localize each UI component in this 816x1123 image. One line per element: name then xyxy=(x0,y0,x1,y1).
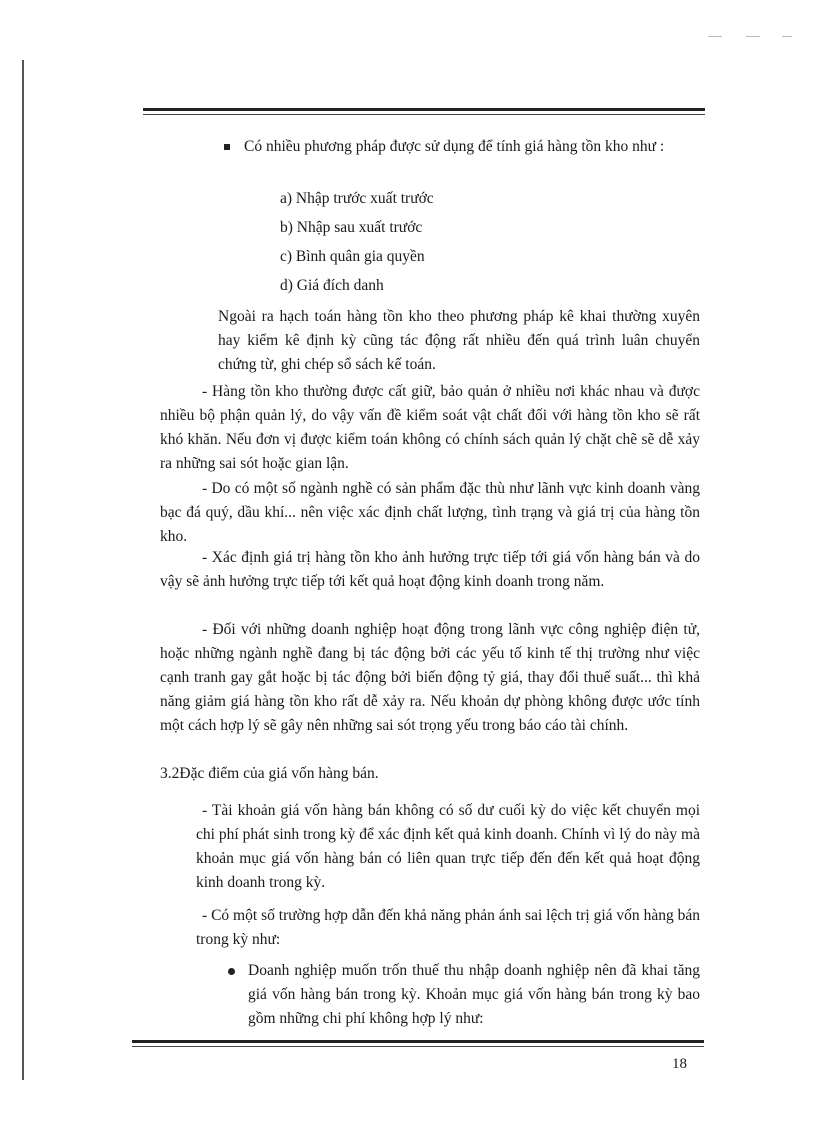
method-item: a) Nhập trước xuất trước xyxy=(280,190,434,207)
bullet-intro-text: Có nhiều phương pháp được sử dụng để tính giá hàng tồn kho như : xyxy=(244,138,665,155)
corner-dash-mark xyxy=(782,36,792,37)
corner-dash-mark xyxy=(746,36,760,37)
paragraph-cogs-account: - Tài khoản giá vốn hàng bán không có số dư cuối kỳ do việc kết chuyển mọi chi phí phát sinh trong kỳ để xác định kết quả kinh doanh. Chính vì lý do này mà khoản mục giá vốn hàng bán có liên quan trực tiếp đến đến kết quả hoạt động kinh doanh trong kỳ. xyxy=(196,802,700,891)
paragraph-electronics: - Đối với những doanh nghiệp hoạt động trong lãnh vực công nghiệp điện tử, hoặc những ngành nghề đang bị tác động bởi các yếu tố kinh tế thị trường như việc cạnh tranh gay gắt hoặc bị tác động bởi biến động tỷ giá, thay đổi thuế suất... thì khả năng giảm giá hàng tồn kho rất dễ xảy ra. Nếu khoản dự phòng không được ước tính một cách hợp lý sẽ gây nên những sai sót trọng yếu trong báo cáo tài chính. xyxy=(160,621,700,734)
paragraph-special-industries: - Do có một số ngành nghề có sản phẩm đặc thù như lãnh vực kinh doanh vàng bạc đá quý, dầu khí... nên việc xác định chất lượng, tình trạng và giá trị của hàng tồn kho. xyxy=(160,480,700,545)
binder-edge-line xyxy=(22,60,24,1080)
round-bullet-icon xyxy=(228,968,235,975)
footer-rule-thick xyxy=(132,1040,704,1043)
bullet-tax-evasion: Doanh nghiệp muốn trốn thuế thu nhập doanh nghiệp nên đã khai tăng giá vốn hàng bán trong kỳ. Khoản mục giá vốn hàng bán trong kỳ bao gồm những chi phí không hợp lý như: xyxy=(248,962,700,1027)
paragraph-storage: - Hàng tồn kho thường được cất giữ, bảo quản ở nhiều nơi khác nhau và được nhiều bộ phận quản lý, do vậy vấn đề kiểm soát vật chất đối với hàng tồn kho sẽ rất khó khăn. Nếu đơn vị được kiểm toán không có chính sách quản lý chặt chẽ sẽ dễ xảy ra những sai sót hoặc gian lận. xyxy=(160,383,700,472)
method-item: b) Nhập sau xuất trước xyxy=(280,219,423,236)
header-rule-thin xyxy=(143,114,705,115)
footer-rule-thin xyxy=(132,1046,704,1047)
paragraph-inventory-value: - Xác định giá trị hàng tồn kho ảnh hưởng trực tiếp tới giá vốn hàng bán và do vậy sẽ ảnh hưởng trực tiếp tới kết quả hoạt động kinh doanh trong năm. xyxy=(160,549,700,590)
header-rule-thick xyxy=(143,108,705,111)
corner-dash-mark xyxy=(708,36,722,37)
page-number: 18 xyxy=(672,1056,687,1072)
method-item: c) Bình quân gia quyền xyxy=(280,248,425,265)
section-heading-3-2: 3.2Đặc điểm của giá vốn hàng bán. xyxy=(160,765,379,782)
paragraph-accounting-method: Ngoài ra hạch toán hàng tồn kho theo phương pháp kê khai thường xuyên hay kiểm kê định kỳ cũng tác động rất nhiều đến quá trình luân chuyển chứng từ, ghi chép sổ sách kế toán. xyxy=(218,308,700,373)
square-bullet-icon xyxy=(224,144,230,150)
paragraph-misstatement-cases: - Có một số trường hợp dẫn đến khả năng phản ánh sai lệch trị giá vốn hàng bán trong kỳ như: xyxy=(196,907,700,948)
method-item: d) Giá đích danh xyxy=(280,277,384,294)
